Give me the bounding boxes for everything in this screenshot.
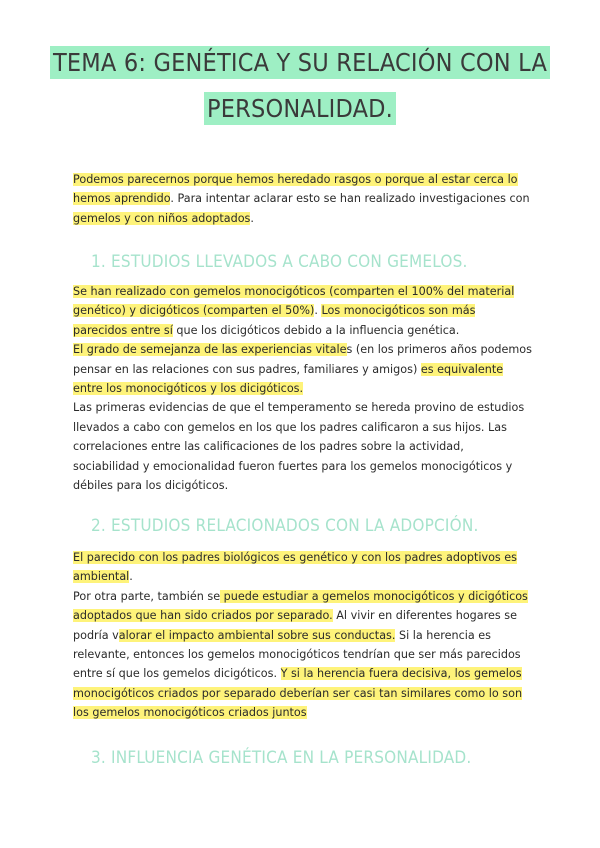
text: . <box>314 304 322 318</box>
highlight: Los monocigóticos son más parecidos entre sí <box>73 304 476 337</box>
text: que los dicigóticos debido a la influencia genética. <box>172 323 460 337</box>
intro-paragraph <box>73 170 533 228</box>
section-heading-2: 2. ESTUDIOS RELACIONADOS CON LA ADOPCIÓN. <box>91 516 479 536</box>
highlight: Y si la herencia fuera decisiva, los gemelos monocigóticos criados por separado deberían ser casi tan similares como lo son los gemelos monocigóticos criados juntos <box>73 667 523 720</box>
page-title-text: TEMA 6: GENÉTICA Y SU RELACIÓN CON LA PERSONALIDAD. <box>50 46 550 125</box>
section-heading-1: 1. ESTUDIOS LLEVADOS A CABO CON GEMELOS. <box>91 252 468 272</box>
highlight: es equivalente entre los monocigóticos y los dicigóticos. <box>73 362 504 396</box>
highlight: El grado de semejanza de las experiencias vitale <box>73 343 347 357</box>
paragraph <box>73 282 533 340</box>
paragraph <box>73 340 533 398</box>
text: Si la herencia es relevante, entonces los gemelos monocigóticos tendrían que ser más parecidos entre sí que los gemelos dicigóticos. <box>73 628 521 681</box>
highlight: gemelos y con niños adoptados <box>73 211 251 225</box>
highlight: alorar el impacto ambiental sobre sus conductas. <box>118 628 396 642</box>
text: Al vivir en diferentes hogares se podría v <box>73 609 517 642</box>
page-title <box>0 40 600 132</box>
text: . <box>129 570 133 584</box>
paragraph: Las primeras evidencias de que el temperamento se hereda provino de estudios llevados a cabo con gemelos en los que los padres calificaron a sus hijos. Las correlaciones entre las calificaciones de los padres sobre la actividad, sociabilidad y emocionalidad fueron fuertes para los gemelos monocigóticos y débiles para los dicigóticos. <box>73 401 525 493</box>
text: s (en los primeros años podemos pensar en las relaciones con sus padres, familiares y amigos) <box>73 343 532 376</box>
highlight: Se han realizado con gemelos monocigóticos (comparten el 100% del material genético) y dicigóticos (comparten el 50%) <box>73 285 515 318</box>
paragraph <box>73 548 533 587</box>
text: Por otra parte, también se <box>73 589 221 603</box>
highlight: Podemos parecernos porque hemos heredado rasgos o porque al estar cerca lo hemos aprendido <box>73 173 518 206</box>
highlight: El parecido con los padres biológicos es genético y con los padres adoptivos es ambiental <box>73 551 518 584</box>
text: . Para intentar aclarar esto se han realizado investigaciones con <box>170 192 530 206</box>
text: . <box>250 211 254 225</box>
paragraph <box>73 587 533 723</box>
highlight: puede estudiar a gemelos monocigóticos y dicigóticos adoptados que han sido criados por separado. <box>73 589 528 623</box>
section2-body <box>73 548 533 723</box>
section-heading-3: 3. INFLUENCIA GENÉTICA EN LA PERSONALIDAD. <box>91 748 472 768</box>
section1-body <box>73 282 533 495</box>
